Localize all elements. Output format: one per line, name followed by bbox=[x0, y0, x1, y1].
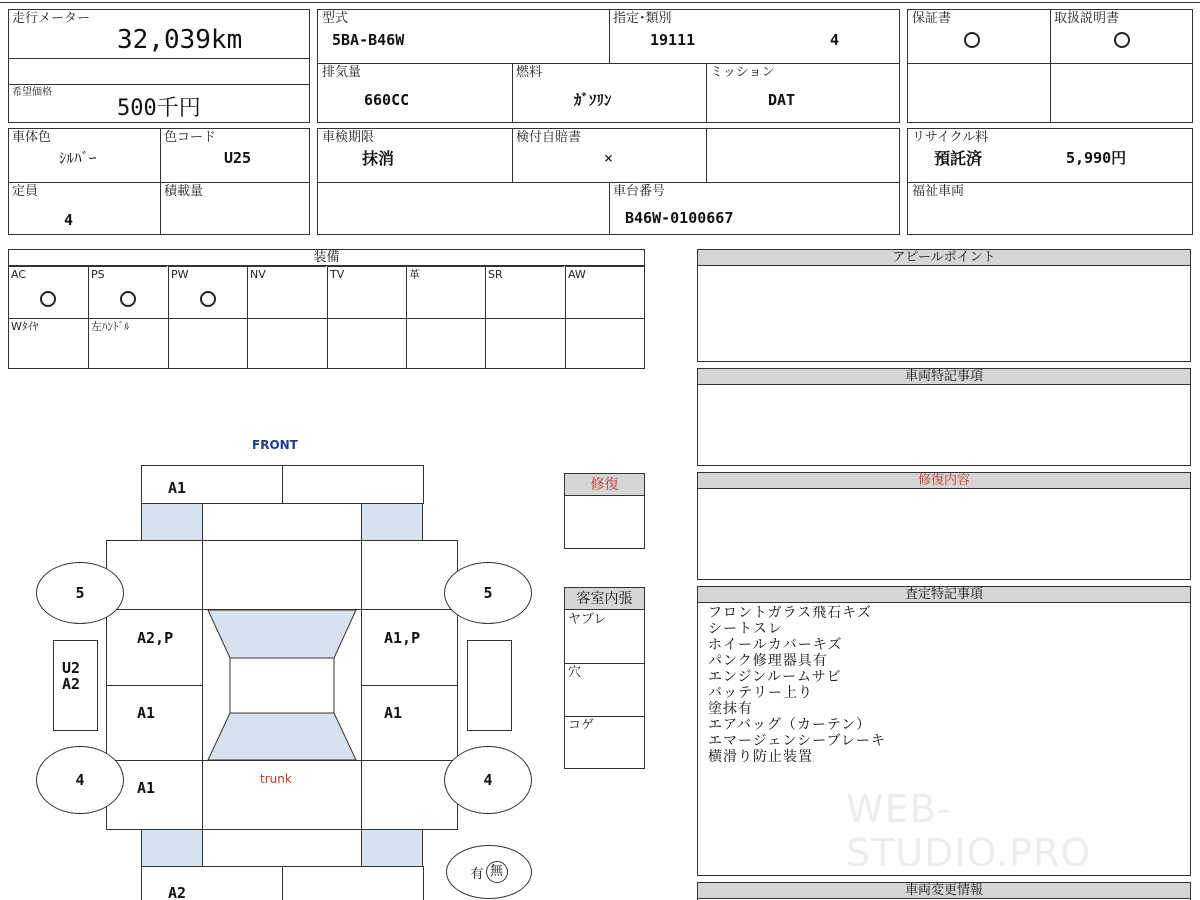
interior-item-burn: コゲ bbox=[568, 718, 595, 733]
nashi-circled-label: 無 bbox=[486, 861, 508, 883]
panel-rear-right-door bbox=[361, 685, 458, 761]
tire-front-right: 5 bbox=[444, 562, 532, 624]
chassis-value: B46W-0100667 bbox=[625, 209, 734, 227]
appeal-panel bbox=[697, 249, 1191, 362]
equipment-title: 装備 bbox=[9, 250, 644, 266]
watermark: WEB-STUDIO.PRO bbox=[846, 787, 1092, 875]
price-label: 希望価格 bbox=[12, 87, 52, 98]
body-color-label: 車体色 bbox=[12, 130, 52, 145]
designation-value-1: 19111 bbox=[650, 31, 696, 49]
color-code-value: U25 bbox=[224, 149, 252, 167]
interior-item-hole: 穴 bbox=[568, 665, 582, 680]
equipment-label: PS bbox=[91, 268, 105, 281]
vehicle-notes-title: 車両特記事項 bbox=[698, 369, 1190, 385]
color-code-label: 色コード bbox=[164, 130, 217, 145]
label-left-side-sill-2: A2 bbox=[62, 675, 81, 693]
manual-circle-icon bbox=[1114, 32, 1130, 48]
displacement-value: 660CC bbox=[364, 91, 410, 109]
mileage-value: 32,039km bbox=[117, 25, 243, 55]
panel-front-left-door bbox=[106, 609, 203, 686]
assessment-panel bbox=[697, 586, 1191, 876]
designation-value-2: 4 bbox=[830, 31, 840, 49]
panel-trunk bbox=[202, 760, 362, 830]
repair-box bbox=[564, 473, 645, 549]
appeal-title: アピールポイント bbox=[698, 250, 1190, 266]
equipment-label: SR bbox=[488, 268, 503, 281]
equipment-label: AC bbox=[11, 268, 27, 281]
vehicle-notes-panel bbox=[697, 368, 1191, 466]
chassis-label: 車台番号 bbox=[613, 184, 666, 199]
equipment-label: TV bbox=[330, 268, 345, 281]
trunk-label: trunk bbox=[260, 772, 292, 786]
equipment-label: PW bbox=[171, 268, 189, 281]
interior-item-tear: ヤブレ bbox=[568, 612, 607, 627]
tire-rear-right: 4 bbox=[444, 746, 532, 814]
equipment-cell-8 bbox=[565, 266, 644, 318]
change-info-title: 車両変更情報 bbox=[698, 883, 1190, 899]
assessment-line: パンク修理器具有 bbox=[708, 653, 828, 669]
recycle-label: リサイクル料 bbox=[912, 130, 989, 145]
tire-front-left: 5 bbox=[36, 562, 124, 624]
body-color-value: ｼﾙﾊﾞｰ bbox=[59, 149, 97, 167]
panel-front-bumper-left bbox=[141, 465, 283, 504]
assessment-line: ホイールカバーキズ bbox=[708, 637, 843, 653]
label-front-right-door: A1,P bbox=[384, 629, 421, 647]
equipment-label: NV bbox=[250, 268, 266, 281]
equipment-cell-row2-8 bbox=[565, 318, 644, 368]
inspection-value: 抹消 bbox=[362, 149, 395, 168]
mission-label: ミッション bbox=[710, 65, 775, 80]
load-label: 積載量 bbox=[164, 184, 204, 199]
interior-title: 客室内張 bbox=[565, 588, 644, 610]
assessment-line: 横滑り防止装置 bbox=[708, 749, 813, 765]
panel-front-right-fender bbox=[361, 540, 458, 610]
warranty-label: 保証書 bbox=[912, 11, 952, 26]
equipment-label: Wﾀｲﾔ bbox=[11, 320, 39, 333]
warranty-circle-icon bbox=[964, 32, 980, 48]
panel-rear-panel bbox=[202, 829, 362, 867]
fuel-value: ｶﾞｿﾘﾝ bbox=[574, 91, 612, 109]
label-rear-bumper: A2 bbox=[168, 884, 187, 900]
repair-box-title: 修復 bbox=[565, 474, 644, 496]
tire-rear-left: 4 bbox=[36, 746, 124, 814]
roof-glass-graphic bbox=[202, 609, 362, 761]
recycle-block bbox=[907, 128, 1193, 235]
panel-rear-bumper-left bbox=[141, 866, 283, 900]
panel-hood bbox=[202, 540, 362, 610]
repair-details-title: 修復内容 bbox=[698, 473, 1190, 489]
panel-right-side-sill bbox=[467, 640, 512, 731]
label-left-side-sill-1: U2 bbox=[62, 659, 81, 677]
panel-grille bbox=[202, 503, 362, 541]
equipment-label: 左ﾊﾝﾄﾞﾙ bbox=[91, 320, 130, 333]
repair-details-panel bbox=[697, 472, 1191, 580]
label-rear-right-door: A1 bbox=[384, 704, 403, 722]
panel-front-right-light bbox=[361, 503, 423, 541]
ari-label: 有 bbox=[470, 866, 484, 882]
assessment-title: 査定特記事項 bbox=[698, 587, 1190, 603]
inspection-label: 車検期限 bbox=[322, 130, 375, 145]
assessment-line: 塗抹有 bbox=[708, 701, 753, 717]
equipment-label: AW bbox=[568, 268, 586, 281]
label-rear-left-door: A1 bbox=[137, 704, 156, 722]
panel-rear-bumper-right bbox=[282, 866, 424, 900]
assessment-line: エアバッグ（カーテン） bbox=[708, 717, 872, 733]
assessment-notes bbox=[708, 605, 886, 765]
model-value: 5BA-B46W bbox=[332, 31, 405, 49]
capacity-label: 定員 bbox=[12, 184, 39, 199]
label-rear-left-quarter: A1 bbox=[137, 779, 156, 797]
panel-rear-left-door bbox=[106, 685, 203, 761]
displacement-label: 排気量 bbox=[322, 65, 362, 80]
ari-nashi-indicator bbox=[446, 845, 532, 899]
change-info-panel bbox=[697, 882, 1191, 900]
assessment-line: シートスレ bbox=[708, 621, 783, 637]
assessment-line: エンジンルームサビ bbox=[708, 669, 842, 685]
manual-label: 取扱説明書 bbox=[1054, 11, 1120, 26]
equipment-label: 革 bbox=[409, 268, 420, 281]
mission-value: DAT bbox=[768, 91, 796, 109]
assessment-line: エマージェンシーブレーキ bbox=[708, 733, 886, 749]
label-front-left-door: A2,P bbox=[137, 629, 174, 647]
panel-rear-right-quarter bbox=[361, 760, 458, 830]
insurance-label: 検付自賠書 bbox=[516, 130, 582, 145]
price-value: 500千円 bbox=[117, 96, 201, 121]
label-front-bumper: A1 bbox=[168, 479, 187, 497]
model-label: 型式 bbox=[322, 11, 349, 26]
mileage-label: 走行メーター bbox=[12, 11, 91, 26]
assessment-line: フロントガラス飛石キズ bbox=[708, 605, 872, 621]
recycle-status: 預託済 bbox=[934, 149, 983, 168]
interior-box bbox=[564, 587, 645, 769]
assessment-line: バッテリー上り bbox=[708, 685, 813, 701]
panel-front-left-light bbox=[141, 503, 203, 541]
panel-front-bumper-right bbox=[282, 465, 424, 504]
recycle-amount: 5,990円 bbox=[1066, 149, 1127, 167]
capacity-value: 4 bbox=[64, 211, 74, 229]
documents-block bbox=[907, 9, 1193, 123]
front-label: FRONT bbox=[252, 438, 298, 452]
fuel-label: 燃料 bbox=[516, 65, 543, 80]
car-diagram bbox=[0, 0, 560, 900]
welfare-label: 福祉車両 bbox=[912, 184, 965, 199]
panel-rear-left-light bbox=[141, 829, 203, 867]
panel-front-right-door bbox=[361, 609, 458, 686]
designation-label: 指定･類別 bbox=[613, 11, 672, 26]
insurance-value: × bbox=[604, 149, 614, 167]
panel-rear-right-light bbox=[361, 829, 423, 867]
